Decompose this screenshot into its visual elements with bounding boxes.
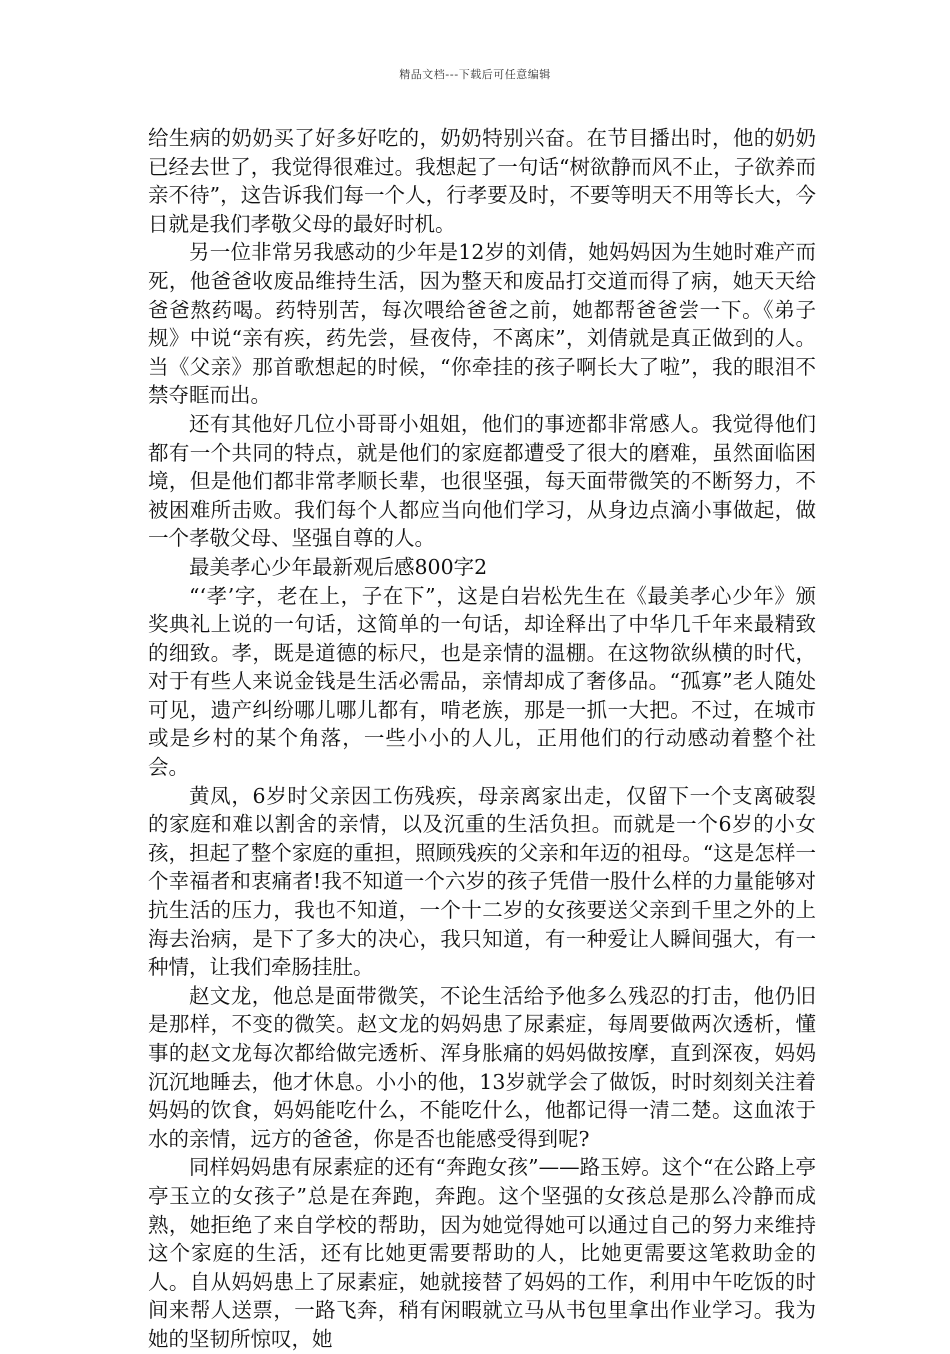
paragraph-others: 还有其他好几位小哥哥小姐姐，他们的事迹都非常感人。我觉得他们都有一个共同的特点，就是他们的家庭都遭受了很大的磨难，虽然面临困境，但是他们都非常孝顺长辈，也很坚强，每天面带微笑的不断努力，不被困难所击败。我们每个人都应当向他们学习，从身边点滴小事做起，做一个孝敬父母、坚强自尊的人。	[148, 411, 816, 551]
document-body	[148, 124, 816, 1354]
paragraph-lu-yuting: 同样妈妈患有尿素症的还有“奔跑女孩”——路玉婷。这个“在公路上亭亭玉立的女孩子”总是在奔跑，奔跑。这个坚强的女孩总是那么冷静而成熟，她拒绝了来自学校的帮助，因为她觉得她可以通过自己的努力来维持这个家庭的生活，还有比她更需要帮助的人，比她更需要这笔救助金的人。自从妈妈患上了尿素症，她就接替了妈妈的工作，利用中午吃饭的时间来帮人送票，一路飞奔，稍有闲暇就立马从书包里拿出作业学习。我为她的坚韧所惊叹，她	[148, 1155, 816, 1351]
paragraph-zhao-wenlong: 赵文龙，他总是面带微笑，不论生活给予他多么残忍的打击，他仍旧是那样，不变的微笑。赵文龙的妈妈患了尿素症，每周要做两次透析，懂事的赵文龙每次都给做完透析、浑身胀痛的妈妈做按摩，直到深夜，妈妈沉沉地睡去，他才休息。小小的他，13岁就学会了做饭，时时刻刻关注着妈妈的饮食，妈妈能吃什么，不能吃什么，他都记得一清二楚。这血浓于水的亲情，远方的爸爸，你是否也能感受得到呢?	[148, 983, 816, 1151]
section-subtitle: 最美孝心少年最新观后感800字2	[189, 554, 488, 579]
page-header: 精品文档---下载后可任意编辑	[399, 68, 551, 81]
paragraph-liu-qian: 另一位非常另我感动的少年是12岁的刘倩，她妈妈因为生她时难产而死，他爸爸收废品维持生活，因为整天和废品打交道而得了病，她天天给爸爸熬药喝。药特别苦，每次喂给爸爸之前，她都帮爸爸尝一下。《弟子规》中说“亲有疾，药先尝，昼夜侍，不离床”，刘倩就是真正做到的人。当《父亲》那首歌想起的时候，“你牵挂的孩子啊长大了啦”，我的眼泪不禁夺眶而出。	[148, 240, 816, 408]
paragraph-huang-feng: 黄凤，6岁时父亲因工伤残疾，母亲离家出走，仅留下一个支离破裂的家庭和难以割舍的亲情，以及沉重的生活负担。而就是一个6岁的小女孩，担起了整个家庭的重担，照顾残疾的父亲和年迈的祖母。“这是怎样一个幸福者和衷痛者!我不知道一个六岁的孩子凭借一股什么样的力量能够对抗生活的压力，我也不知道，一个十二岁的女孩要送父亲到千里之外的上海去治病，是下了多大的决心，我只知道，有一种爱让人瞬间强大，有一种情，让我们牵肠挂肚。	[148, 783, 816, 980]
paragraph-continuation: 给生病的奶奶买了好多好吃的，奶奶特别兴奋。在节目播出时，他的奶奶已经去世了，我觉得很难过。我想起了一句话“树欲静而风不止，子欲养而亲不待”，这告诉我们每一个人，行孝要及时，不要等明天不用等长大，今日就是我们孝敬父母的最好时机。	[148, 126, 816, 236]
paragraph-xiao-quote: “‘孝’字，老在上，子在下”，这是白岩松先生在《最美孝心少年》颁奖典礼上说的一句话，这简单的一句话，却诠释出了中华几千年来最精致的细致。孝，既是道德的标尺，也是亲情的温棚。在这物欲纵横的时代，对于有些人来说金钱是生活必需品，亲情却成了奢侈品。“孤寡”老人随处可见，遗产纠纷哪儿哪儿都有，啃老族，那是一抓一大把。不过，在城市或是乡村的某个角落，一些小小的人儿，正用他们的行动感动着整个社会。	[148, 583, 816, 780]
